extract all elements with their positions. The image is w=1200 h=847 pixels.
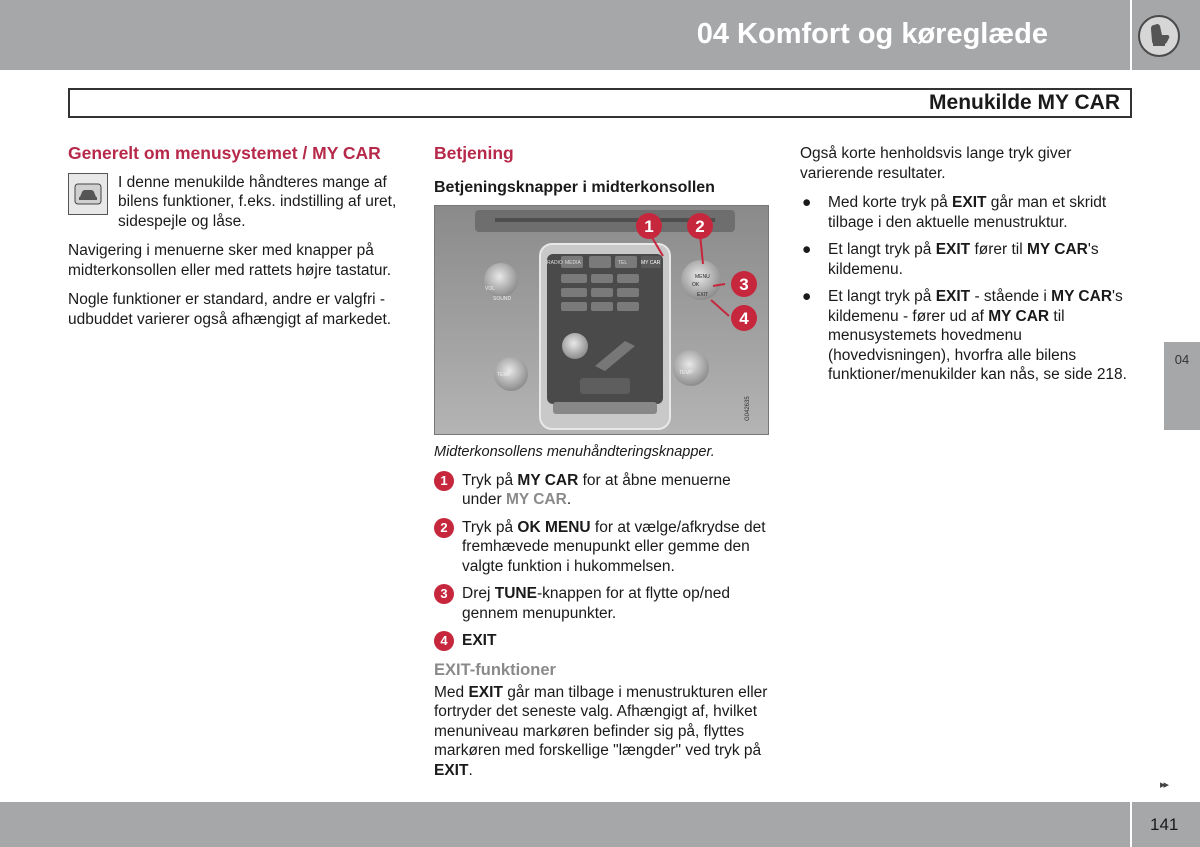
- page-number: 141: [1150, 815, 1179, 834]
- menu-label: MENU: [695, 274, 710, 280]
- media-button-label: MEDIA: [565, 260, 581, 266]
- item-text: Tryk på MY CAR for at åbne menuerne under MY CAR.: [462, 471, 731, 508]
- number-badge: 3: [434, 584, 454, 604]
- paragraph: Navigering i menuerne sker med knapper på midterkonsollen eller med rattets højre tastatur.: [68, 242, 392, 279]
- section-heading: Betjening: [434, 143, 514, 163]
- column-1: [68, 144, 403, 339]
- intro-text: I denne menukilde håndteres mange af bilens funktioner, f.eks. indstilling af uret, sidespejle og låse.: [118, 173, 397, 230]
- tel-button-label: TEL: [618, 260, 628, 266]
- numbered-item-3: [434, 584, 769, 623]
- callout-2: 2: [695, 217, 705, 236]
- paragraph: Nogle funktioner er standard, andre er valgfri - udbuddet varierer også afhængigt af markedet.: [68, 291, 392, 328]
- bullet-item: ● Med korte tryk på EXIT går man et skridt tilbage i den aktuelle menustruktur.: [802, 194, 1107, 231]
- bullet-item: ● Et langt tryk på EXIT fører til MY CAR's kildemenu.: [802, 241, 1099, 278]
- section-title-box: [68, 88, 1132, 118]
- numbered-item-1: [434, 471, 769, 510]
- callout-1: 1: [644, 217, 654, 236]
- header-band: [0, 0, 1130, 70]
- item-text: EXIT: [462, 632, 497, 649]
- radio-button-label: RADIO: [547, 260, 563, 266]
- callout-4: 4: [739, 309, 749, 328]
- numbered-item-4: [434, 631, 769, 651]
- column-3: [800, 144, 1130, 393]
- center-console-photo: [434, 205, 769, 435]
- paragraph: Også korte henholdsvis lange tryk giver varierende resultater.: [800, 145, 1072, 182]
- subheading: Betjeningsknapper i midterkonsollen: [434, 178, 715, 196]
- exit-functions-heading: EXIT-funktioner: [434, 661, 556, 679]
- temp-right-label: TEMP: [679, 370, 693, 376]
- number-badge: 4: [434, 631, 454, 651]
- number-badge: 2: [434, 518, 454, 538]
- footer-band: [0, 802, 1130, 847]
- temp-left-label: TEMP: [497, 372, 511, 378]
- vol-label: VOL: [485, 286, 496, 292]
- chapter-side-tab: 04: [1164, 342, 1200, 430]
- column-2: [434, 144, 769, 780]
- callout-3: 3: [739, 275, 749, 294]
- section-heading: Generelt om menusystemet / MY CAR: [68, 143, 381, 163]
- car-icon: [68, 173, 108, 215]
- numbered-item-2: [434, 518, 769, 577]
- exit-label: EXIT: [697, 292, 709, 298]
- chapter-title: 04 Komfort og køreglæde: [696, 18, 1048, 50]
- item-text: Tryk på OK MENU for at vælge/afkrydse det fremhævede menupunkt eller gemme den valgte funktion i hukommelsen.: [462, 518, 766, 575]
- mycar-button-label: MY CAR: [641, 260, 661, 266]
- bullet-item: ● Et langt tryk på EXIT - stående i MY CAR's kildemenu - fører ud af MY CAR til menusystemets hovedmenu (hovedvisningen), hvorfra alle bilens funktioner/menukilder kan nås, se side 218.: [802, 288, 1127, 383]
- section-title: Menukilde MY CAR: [929, 91, 1120, 114]
- image-ref-code: G042635: [745, 396, 751, 421]
- continued-arrows-icon: ▸▸: [1160, 779, 1168, 791]
- number-badge: 1: [434, 471, 454, 491]
- seat-icon: [1138, 15, 1180, 57]
- ok-label: OK: [692, 282, 700, 288]
- bullet-icon: ●: [802, 194, 812, 211]
- item-text: Drej TUNE-knappen for at flytte op/ned gennem menupunkter.: [462, 585, 730, 622]
- bullet-icon: ●: [802, 288, 812, 305]
- sound-label: SOUND: [493, 296, 512, 302]
- photo-caption: Midterkonsollens menuhåndteringsknapper.: [434, 444, 715, 460]
- bullet-icon: ●: [802, 241, 812, 258]
- exit-functions-text: Med EXIT går man tilbage i menustrukturen eller fortryder det seneste valg. Afhængigt af, hvilket menuniveau markøren befinder sig på, flyttes markøren med forskellige "længder" ved tryk på EXIT.: [434, 683, 768, 779]
- intro-row: [68, 173, 403, 232]
